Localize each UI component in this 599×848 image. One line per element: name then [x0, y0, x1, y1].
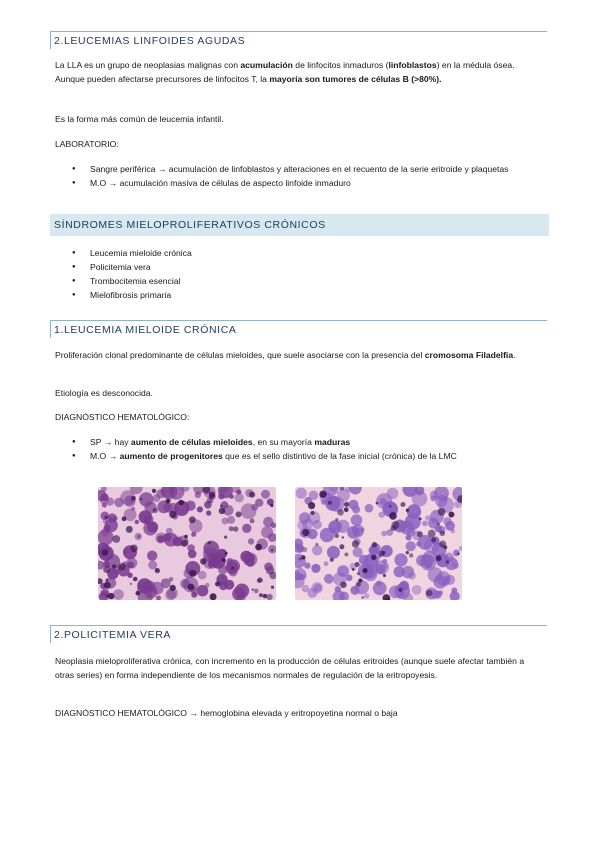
lmc-paragraph-etiology: Etiología es desconocida.	[55, 388, 153, 398]
bone-marrow-micrograph-left	[98, 487, 276, 600]
pv-paragraph-diagnosis: DIAGNÓSTICO HEMATOLÓGICO → hemoglobina elevada y eritropoyetina normal o baja	[55, 708, 398, 718]
section-heading-pv: 2.POLICITEMIA VERA	[50, 625, 547, 643]
list-item: ● Sangre periférica → acumulación de linfoblastos y alteraciones en el recuento de la serie eritroide y plaquetas	[72, 162, 532, 176]
lla-paragraph-frequency: Es la forma más común de leucemia infantil.	[55, 114, 224, 124]
lmc-diag-label: DIAGNÓSTICO HEMATOLÓGICO:	[55, 412, 190, 422]
bone-marrow-micrograph-right	[295, 487, 462, 600]
section-heading-smp: SÍNDROMES MIELOPROLIFERATIVOS CRÓNICOS	[50, 214, 549, 236]
section-heading-lla: 2.LEUCEMIAS LINFOIDES AGUDAS	[50, 31, 547, 49]
list-item: ● M.O → acumulación masiva de células de aspecto linfoide inmaduro	[72, 176, 532, 190]
list-item: ● SP → hay aumento de células mieloides, en su mayoría maduras	[72, 435, 532, 449]
micrograph-image	[98, 487, 276, 600]
list-item: ● M.O → aumento de progenitores que es el sello distintivo de la fase inicial (crónica) de la LMC	[72, 449, 532, 463]
pv-paragraph-definition: Neoplasia mieloproliferativa crónica, con incremento en la producción de células eritroides (aunque suele afectar también a otras series) en forma independiente de los mecanismos normales de regulación de la eritropoyesis.	[55, 656, 525, 680]
lmc-diag-list	[72, 435, 532, 463]
list-item: ● Trombocitemia esencial	[72, 274, 532, 288]
lla-paragraph-definition: La LLA es un grupo de neoplasias malignas con acumulación de linfocitos inmaduros (linfoblastos) en la médula ósea. Aunque pueden afectarse precursores de linfocitos T, la mayoría son tumores de células B (>80%).	[55, 60, 515, 84]
lla-lab-list	[72, 162, 532, 190]
smp-list	[72, 246, 532, 302]
micrograph-image	[295, 487, 462, 600]
list-item: ● Leucemia mieloide crónica	[72, 246, 532, 260]
list-item: ● Policitemia vera	[72, 260, 532, 274]
section-heading-lmc: 1.LEUCEMIA MIELOIDE CRÓNICA	[50, 320, 547, 338]
list-item: ● Mielofibrosis primaria	[72, 288, 532, 302]
lmc-paragraph-definition: Proliferación clonal predominante de células mieloides, que suele asociarse con la presencia del cromosoma Filadelfia.	[55, 350, 516, 360]
lla-lab-label: LABORATORIO:	[55, 139, 119, 149]
